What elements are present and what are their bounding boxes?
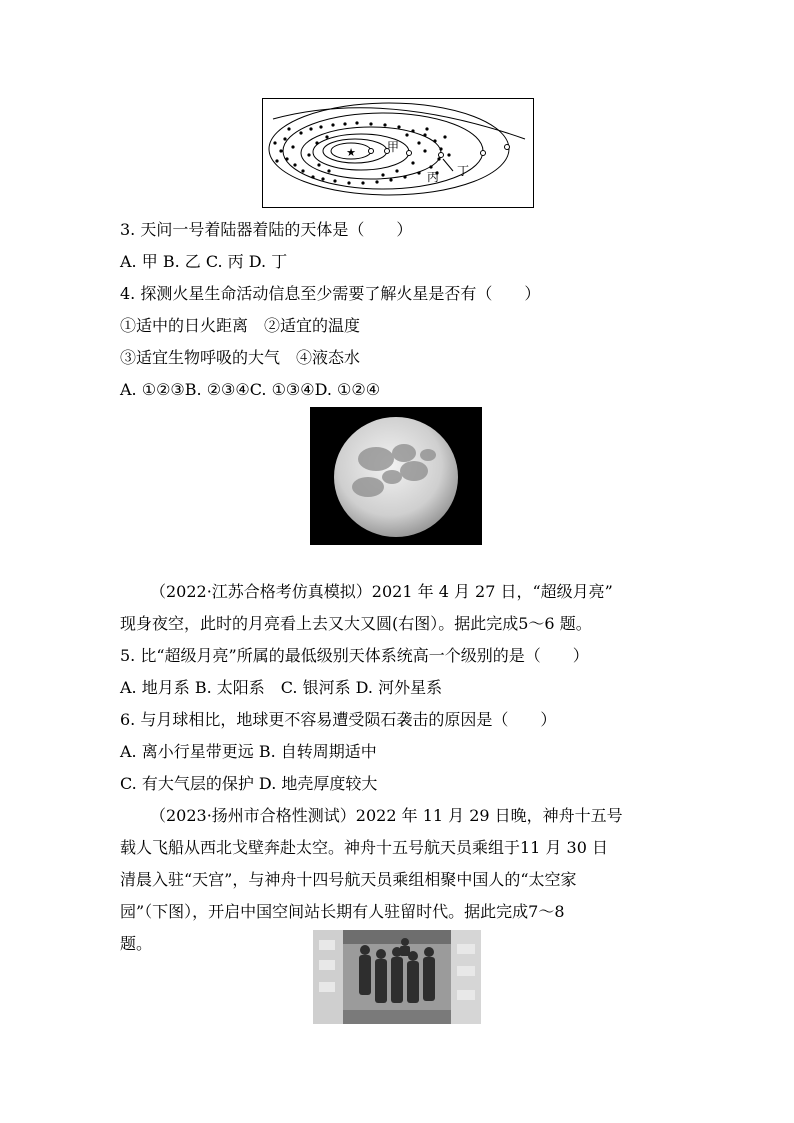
station-floor [343, 1010, 451, 1024]
q4-items-line1: ①适中的日火距离 ②适宜的温度 [120, 316, 361, 335]
super-moon-photo [310, 407, 482, 545]
passage2-line4: 园”（下图），开启中国空间站长期有人驻留时代。据此完成7～8 [120, 902, 565, 921]
q5-stem: 5. 比“超级月亮”所属的最低级别天体系统高一个级别的是（ ） [120, 646, 589, 665]
label-leader-line [443, 159, 453, 171]
q3-stem: 3. 天问一号着陆器着陆的天体是（ ） [120, 220, 413, 239]
passage2-line3: 清晨入驻“天宫”，与神舟十四号航天员乘组相聚中国人的“太空家 [120, 870, 577, 889]
passage2-line2: 载人飞船从西北戈壁奔赴太空。神舟十五号航天员乘组于11 月 30 日 [120, 838, 608, 857]
passage2-line1: （2023·扬州市合格性测试）2022 年 11 月 29 日晚，神舟十五号 [150, 806, 623, 825]
solar-system-svg [263, 99, 533, 207]
planet-f-marker [505, 145, 510, 150]
passage1-line1: （2022·江苏合格考仿真模拟）2021 年 4 月 27 日，“超级月亮” [150, 582, 613, 601]
passage2-line5: 题。 [120, 934, 153, 953]
crew-svg [313, 930, 481, 1024]
sun-star-icon: ★ [346, 146, 356, 159]
passage1-line2: 现身夜空，此时的月亮看上去又大又圆(右图）。据此完成5～6 题。 [120, 614, 592, 633]
planet-d-marker [439, 153, 444, 158]
moon-svg [310, 407, 482, 545]
q4-stem: 4. 探测火星生命活动信息至少需要了解火星是否有（ ） [120, 284, 541, 303]
q6-options-line2: C. 有大气层的保护 D. 地壳厚度较大 [120, 774, 378, 793]
q4-options: A. ①②③B. ②③④C. ①③④D. ①②④ [120, 380, 381, 399]
planet-e-marker [481, 151, 486, 156]
planet-a-marker [369, 149, 374, 154]
label-bing: 丙 [427, 170, 440, 184]
q5-options: A. 地月系 B. 太阳系 C. 银河系 D. 河外星系 [120, 678, 443, 697]
station-ceiling [343, 930, 451, 944]
planet-c-marker [407, 151, 412, 156]
label-jia: 甲 [387, 140, 400, 154]
label-ding: 丁 [457, 164, 470, 178]
solar-system-diagram [262, 98, 534, 208]
q6-options-line1: A. 离小行星带更远 B. 自转周期适中 [120, 742, 377, 761]
orbit-outer-arc [273, 108, 525, 139]
q3-options: A. 甲 B. 乙 C. 丙 D. 丁 [120, 252, 288, 271]
q6-stem: 6. 与月球相比，地球更不容易遭受陨石袭击的原因是（ ） [120, 710, 557, 729]
asteroid-belt [273, 121, 450, 184]
space-station-crew-photo [313, 930, 481, 1024]
q4-items-line2: ③适宜生物呼吸的大气 ④液态水 [120, 348, 361, 367]
